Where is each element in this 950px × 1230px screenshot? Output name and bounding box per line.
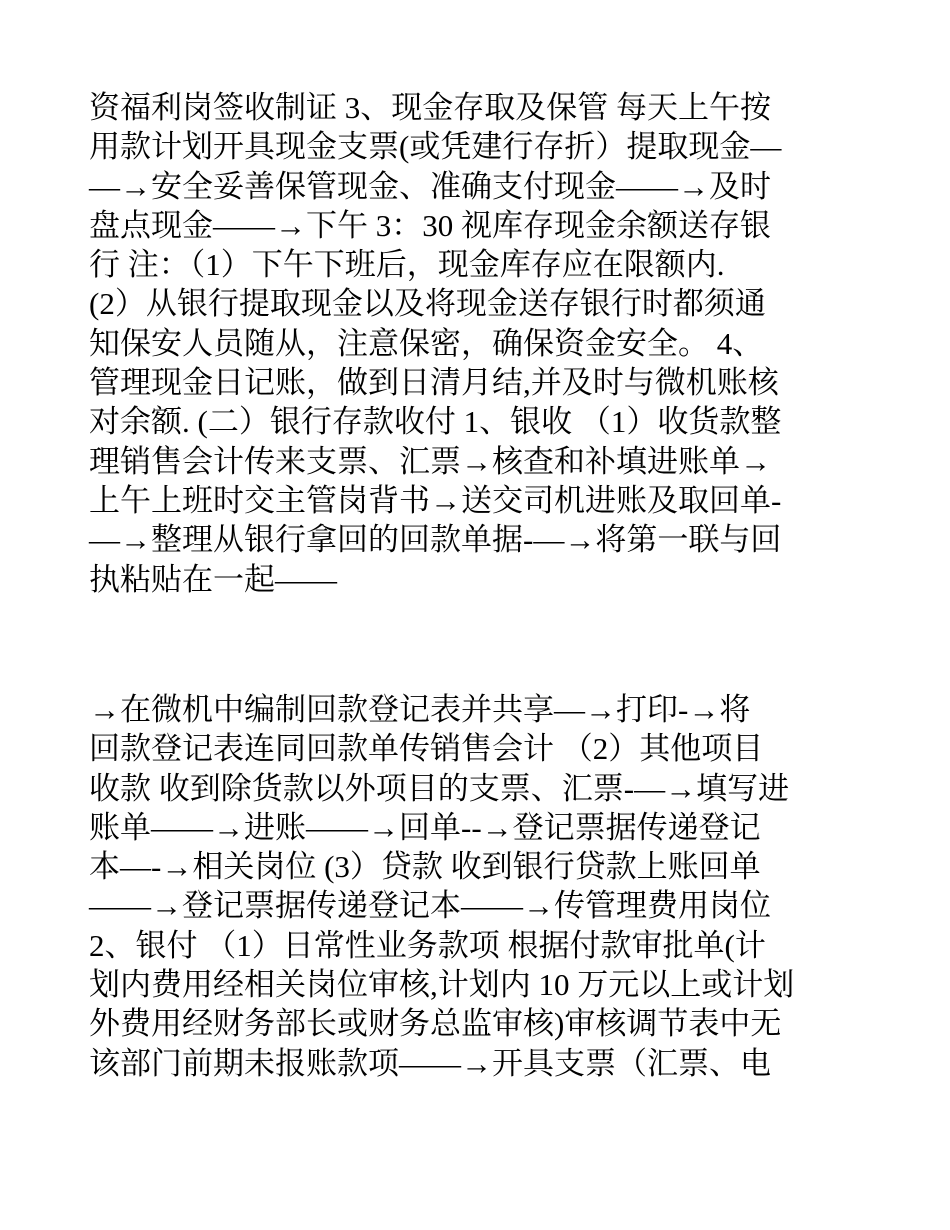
text-line: 本—-→相关岗位 (3）贷款 收到银行贷款上账回单 — [89, 849, 761, 885]
text-line: 对余额. (二）银行存款收付 1、银收 （1）收货款整 — [89, 404, 782, 440]
text-line: →在微机中编制回款登记表并共享—→打印-→将 — [89, 692, 751, 727]
text-line: 行 注：（1）下午下班后，现金库存应在限额内. — [89, 247, 725, 283]
text-line: 知保安人员随从，注意保密，确保资金安全。 4、 — [89, 325, 764, 361]
text-line: 盘点现金——→下午 3：30 视库存现金余额送存银 — [89, 207, 771, 243]
text-line: (2）从银行提取现金以及将现金送存银行时都须通 — [89, 286, 766, 322]
text-line: 2、银付 （1）日常性业务款项 根据付款审批单(计 — [89, 927, 766, 963]
text-line: 该部门前期未报账款项——→开具支票（汇票、电 — [89, 1045, 771, 1081]
text-line: 管理现金日记账，做到日清月结,并及时与微机账核 — [89, 365, 779, 401]
text-line: 收款 收到除货款以外项目的支票、汇票-—→填写进 — [89, 770, 790, 806]
paragraph-2 — [89, 690, 869, 1083]
text-line: 账单——→进账——→回单--→登记票据传递登记 — [89, 809, 761, 845]
text-line: 回款登记表连同回款单传销售会计 （2）其他项目 — [89, 731, 764, 767]
text-line: 上午上班时交主管岗背书→送交司机进账及取回单- — [89, 482, 782, 518]
text-line: 划内费用经相关岗位审核,计划内 10 万元以上或计划 — [89, 967, 795, 1003]
text-line: 外费用经财务部长或财务总监审核)审核调节表中无 — [89, 1006, 782, 1042]
text-line: 理销售会计传来支票、汇票→核查和补填进账单→ — [89, 443, 771, 479]
text-line: 资福利岗签收制证 3、现金存取及保管 每天上午按 — [89, 90, 771, 125]
text-line: 用款计划开具现金支票(或凭建行存折）提取现金— — [89, 129, 782, 165]
paragraph-1 — [89, 88, 869, 599]
text-line: ——→登记票据传递登记本——→传管理费用岗位 — [89, 888, 771, 924]
text-line: 执粘贴在一起—— — [89, 561, 337, 597]
text-line: —→整理从银行拿回的回款单据-—→将第一联与回 — [89, 522, 782, 558]
text-line: —→安全妥善保管现金、准确支付现金——→及时 — [89, 168, 771, 204]
